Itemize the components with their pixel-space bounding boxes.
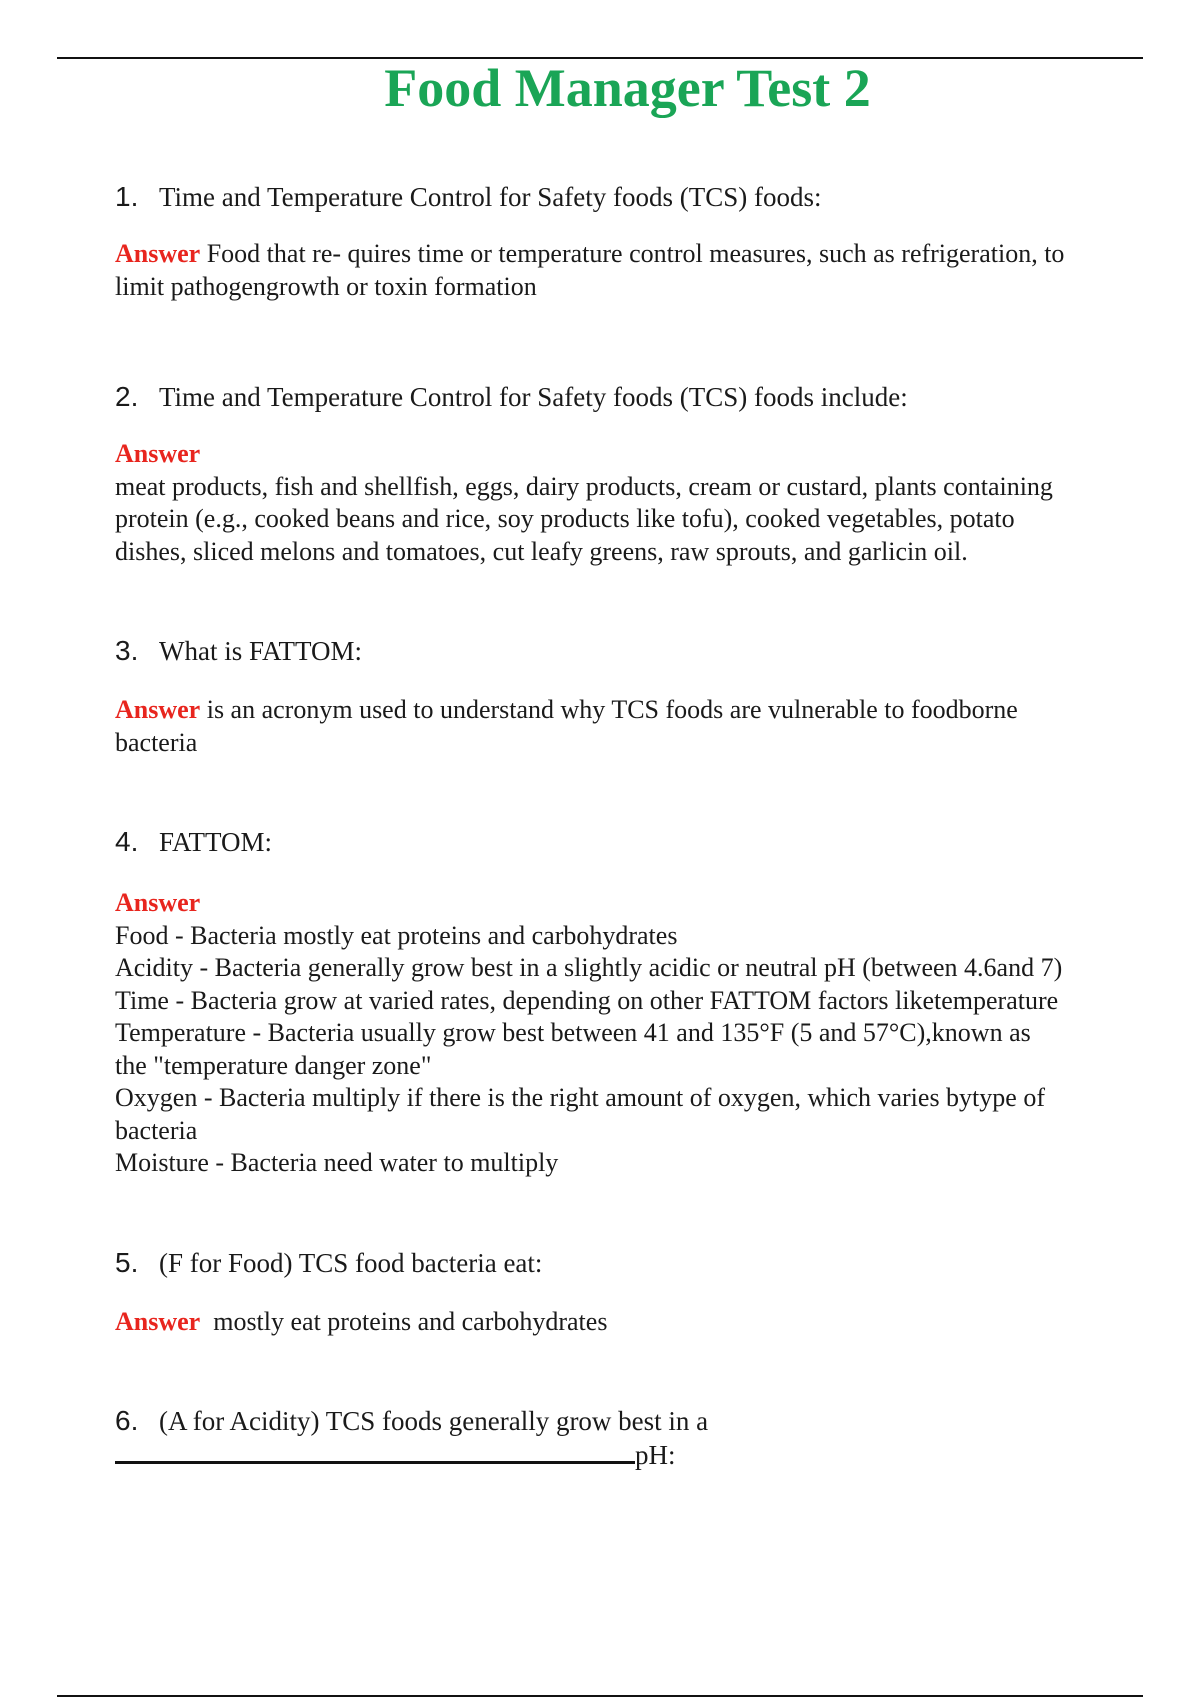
answer-line: bacteria	[115, 727, 198, 757]
answer-3	[115, 694, 1135, 759]
answer-5	[115, 1306, 1135, 1339]
blank-line	[115, 1439, 635, 1464]
answer-line: Temperature - Bacteria usually grow best between 41 and 135°F (5 and 57°C),known as	[115, 1018, 1031, 1047]
answer-text: mostly eat proteins and carbohydrates	[213, 1306, 608, 1336]
answer-line	[115, 238, 1135, 271]
question-text: Time and Temperature Control for Safety foods (TCS) foods include:	[159, 382, 908, 412]
answer-line: protein (e.g., cooked beans and rice, soy products like tofu), cooked vegetables, potato	[115, 504, 1015, 533]
answer-4	[115, 887, 1135, 1180]
answer-line: Acidity - Bacteria generally grow best in a slightly acidic or neutral pH (between 4.6and 7)	[115, 953, 1063, 982]
question-5	[115, 1246, 1135, 1280]
question-4	[115, 825, 1135, 859]
question-number: 2.	[115, 381, 139, 412]
answer-label: Answer	[115, 439, 201, 468]
answer-line: Time - Bacteria grow at varied rates, depending on other FATTOM factors liketemperature	[115, 985, 1059, 1015]
answer-line: dishes, sliced melons and tomatoes, cut leafy greens, raw sprouts, and garlicin oil.	[115, 536, 968, 566]
answer-line: bacteria	[115, 1115, 198, 1145]
question-text: FATTOM:	[159, 827, 273, 857]
answer-label: Answer	[115, 1306, 201, 1336]
question-6-blank-row	[115, 1438, 1135, 1472]
answer-text: is an acronym used to understand why TCS foods are vulnerable to foodborne	[206, 695, 1018, 724]
answer-line	[115, 694, 1135, 727]
question-number: 3.	[115, 635, 139, 666]
answer-label: Answer	[115, 888, 201, 917]
question-number: 6.	[115, 1405, 139, 1436]
answer-1	[115, 238, 1135, 303]
answer-line: Moisture - Bacteria need water to multiply	[115, 1148, 559, 1177]
question-text-line: (A for Acidity) TCS foods generally grow best in a	[159, 1406, 709, 1436]
question-list	[115, 180, 1135, 1472]
answer-line	[115, 1306, 1135, 1339]
answer-line: limit pathogengrowth or toxin formation	[115, 271, 537, 301]
question-6	[115, 1404, 1135, 1438]
question-number: 1.	[115, 181, 139, 212]
question-text	[159, 1404, 1135, 1438]
answer-text: Food that re- quires time or temperature control measures, such as refrigeration, to	[206, 239, 1065, 268]
answer-label: Answer	[115, 695, 201, 724]
answer-line: meat products, fish and shellfish, eggs, dairy products, cream or custard, plants containing	[115, 471, 1053, 501]
answer-2	[115, 438, 1135, 568]
answer-label: Answer	[115, 239, 201, 268]
question-text: (F for Food) TCS food bacteria eat:	[159, 1247, 543, 1278]
document-title: Food Manager Test 2	[384, 58, 871, 118]
fill-in-blank	[115, 1438, 635, 1472]
bottom-rule	[57, 1695, 1143, 1697]
answer-line: the "temperature danger zone"	[115, 1050, 432, 1080]
question-2	[115, 380, 1135, 414]
question-number: 5.	[115, 1246, 139, 1278]
question-3	[115, 634, 1135, 668]
answer-line: Food - Bacteria mostly eat proteins and carbohydrates	[115, 920, 678, 950]
question-text-suffix: pH:	[635, 1440, 676, 1470]
question-text: Time and Temperature Control for Safety foods (TCS) foods:	[159, 182, 822, 212]
question-text: What is FATTOM:	[159, 636, 363, 666]
question-1	[115, 180, 1135, 214]
answer-line: Oxygen - Bacteria multiply if there is the right amount of oxygen, which varies bytype of	[115, 1083, 1045, 1112]
question-number: 4.	[115, 826, 139, 857]
